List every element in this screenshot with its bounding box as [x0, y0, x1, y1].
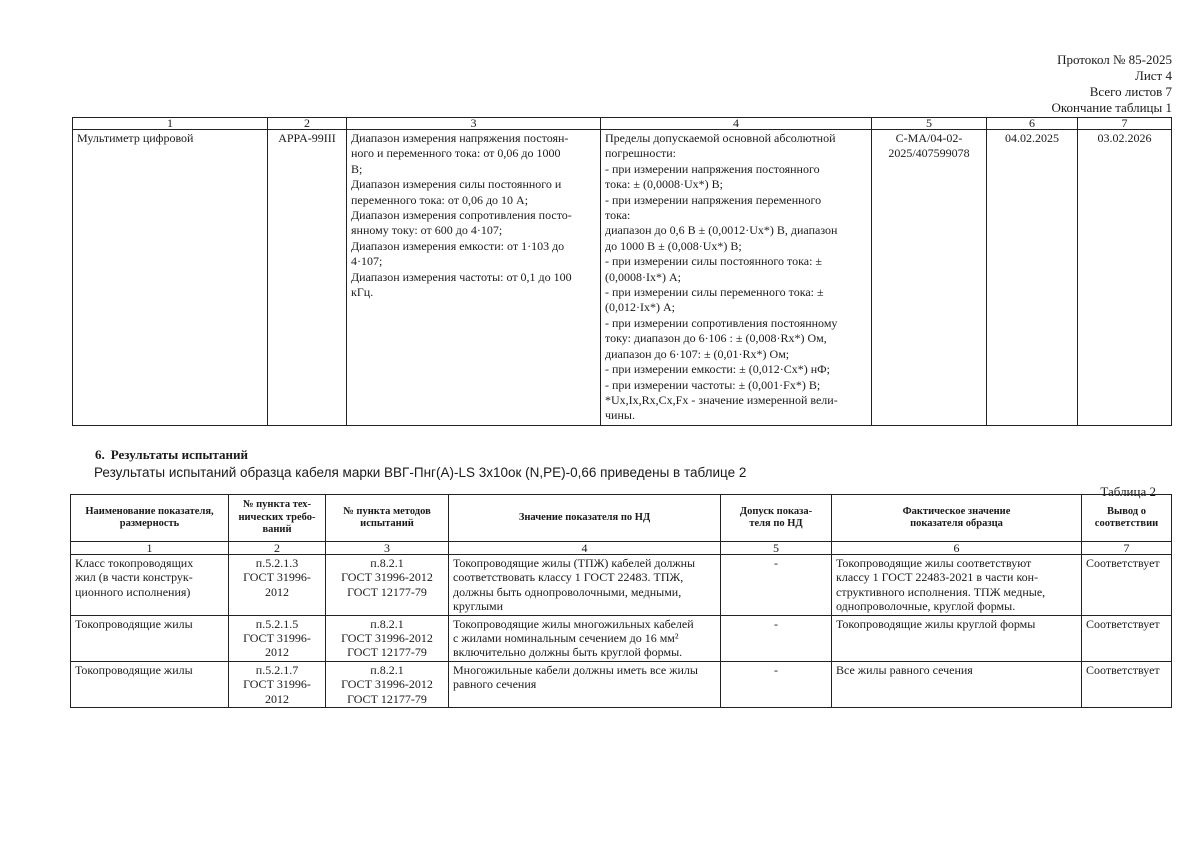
text-line: ГОСТ 31996-2012 — [341, 677, 433, 692]
results-table — [70, 494, 1172, 708]
text-line: - при измерении частоты: ± (0,001·Fx*) В; — [605, 377, 821, 392]
text-line: п.5.2.1.3 — [255, 556, 299, 570]
column-number: 1 — [71, 542, 229, 555]
text-line: включительно должны быть круглой формы. — [453, 645, 683, 660]
text-line: ГОСТ 31996- — [243, 677, 311, 692]
text-line: п.8.2.1 — [370, 616, 404, 631]
text-line: (0,012·Ix*) А; — [605, 300, 675, 315]
requirement-clause — [229, 661, 326, 707]
results-body — [71, 555, 1172, 708]
instrument-type: APPA-99III — [268, 130, 347, 426]
text-line: Диапазон измерения емкости: от 1·103 до — [351, 238, 565, 253]
column-number-row — [71, 542, 1172, 555]
method-clause — [326, 555, 449, 616]
column-number: 6 — [987, 118, 1078, 130]
text-line: Токопроводящие жилы (ТПЖ) кабелей должны — [453, 556, 696, 570]
column-number: 4 — [449, 542, 721, 555]
text-line: Вывод о — [1107, 505, 1146, 517]
indicator-name — [71, 555, 229, 616]
conclusion: Соответствует — [1082, 555, 1172, 616]
actual-value — [832, 555, 1082, 616]
text-line: испытаний — [360, 518, 414, 529]
total-sheets: Всего листов 7 — [1089, 84, 1172, 99]
text-line: Пределы допускаемой основной абсолютной — [605, 131, 836, 145]
header-row — [71, 495, 1172, 542]
text-line: с жилами номинальным сечением до 16 мм² — [453, 631, 679, 646]
text-line: Значение показателя по НД — [518, 511, 651, 523]
text-line: нических требо- — [238, 511, 316, 523]
text-line: 2012 — [265, 691, 289, 706]
header-standard-value — [449, 495, 721, 542]
text-line: должны быть однопроволочными, медными, — [453, 584, 682, 599]
text-line: - при измерении емкости: ± (0,012·Cx*) нФ; — [605, 362, 830, 377]
text-line: 4·107; — [351, 254, 383, 269]
text-line: п.5.2.1.7 — [255, 662, 299, 677]
text-line: ГОСТ 31996-2012 — [341, 570, 433, 585]
table-row — [71, 615, 1172, 661]
certificate-number — [872, 130, 987, 426]
text-line: погрешности: — [605, 146, 676, 161]
text-line: - при измерении сопротивления постоянному — [605, 315, 838, 330]
text-line: показателя образца — [910, 518, 1003, 529]
text-line: Многожильные кабели должны иметь все жилы — [453, 662, 698, 677]
text-line: п.8.2.1 — [370, 662, 404, 677]
measurement-range — [347, 130, 601, 426]
header-actual-value — [832, 495, 1082, 542]
text-line: Токопроводящие жилы — [75, 616, 193, 631]
text-line: п.5.2.1.5 — [255, 616, 299, 631]
tolerance: - — [721, 615, 832, 661]
text-line: Фактическое значение — [902, 505, 1011, 517]
column-number: 6 — [832, 542, 1082, 555]
text-line: классу 1 ГОСТ 22483-2021 в части кон- — [836, 570, 1039, 585]
text-line: Токопроводящие жилы круглой формы — [836, 616, 1036, 631]
section-title: Результаты испытаний — [110, 447, 248, 462]
text-line: Токопроводящие жилы — [75, 662, 193, 677]
column-number: 5 — [721, 542, 832, 555]
text-line: № пункта тех- — [242, 499, 312, 511]
method-clause — [326, 661, 449, 707]
section-heading — [95, 447, 254, 463]
instrument-name: Мультиметр цифровой — [73, 130, 268, 426]
text-line: тока: ± (0,0008·Ux*) В; — [605, 177, 723, 192]
text-line: В; — [351, 161, 363, 176]
column-number: 7 — [1082, 542, 1172, 555]
text-line: № пункта методов — [343, 505, 431, 517]
valid-until-date: 03.02.2026 — [1078, 130, 1172, 426]
column-number-row — [73, 118, 1172, 130]
text-line: соответствовать классу 1 ГОСТ 22483. ТПЖ, — [453, 570, 684, 585]
text-line: жил (в части конструк- — [75, 570, 193, 585]
standard-value — [449, 661, 721, 707]
text-line: - при измерении напряжения постоянного — [605, 161, 820, 176]
text-line: ГОСТ 12177-79 — [347, 584, 427, 599]
tolerance: - — [721, 661, 832, 707]
text-line: ГОСТ 31996- — [243, 631, 311, 646]
requirement-clause — [229, 615, 326, 661]
text-line: Допуск показа- — [739, 505, 813, 517]
text-line: *Ux,Ix,Rx,Cx,Fx - значение измеренной вели- — [605, 392, 838, 407]
text-line: кГц. — [351, 285, 374, 300]
text-line: ционного исполнения) — [75, 584, 191, 599]
indicator-name — [71, 615, 229, 661]
text-line: размерность — [119, 518, 180, 529]
text-line: тока: — [605, 208, 631, 223]
requirement-clause — [229, 555, 326, 616]
text-line: Наименование показателя, — [85, 505, 214, 517]
table-row — [71, 555, 1172, 616]
text-line: ваний — [262, 524, 292, 536]
actual-value — [832, 661, 1082, 707]
text-line: ГОСТ 31996-2012 — [341, 631, 433, 646]
text-line: переменного тока: от 0,06 до 10 А; — [351, 192, 529, 207]
table-caption: Таблица 2 — [1100, 484, 1156, 499]
tolerance: - — [721, 555, 832, 616]
text-line: (0,0008·Ix*) А; — [605, 269, 681, 284]
text-line: круглыми — [453, 599, 504, 614]
section-number: 6. — [95, 447, 105, 462]
table-row — [71, 661, 1172, 707]
column-number: 1 — [73, 118, 268, 130]
header-indicator — [71, 495, 229, 542]
text-line: Диапазон измерения силы постоянного и — [351, 177, 562, 192]
conclusion: Соответствует — [1082, 661, 1172, 707]
table-row — [73, 130, 1172, 426]
column-number: 3 — [326, 542, 449, 555]
table-end-note: Окончание таблицы 1 — [1051, 100, 1172, 115]
text-line: Диапазон измерения сопротивления посто- — [351, 208, 572, 223]
text-line: диапазон до 6·107: ± (0,01·Rx*) Ом; — [605, 346, 790, 361]
text-line: ГОСТ 12177-79 — [347, 691, 427, 706]
text-line: равного сечения — [453, 677, 537, 692]
document-header — [1051, 52, 1172, 116]
text-line: 2025/407599078 — [888, 146, 970, 161]
text-line: Диапазон измерения напряжения постоян- — [351, 131, 569, 145]
text-line: ГОСТ 31996- — [243, 570, 311, 585]
standard-value — [449, 615, 721, 661]
conclusion: Соответствует — [1082, 615, 1172, 661]
text-line: - при измерении силы постоянного тока: ± — [605, 254, 823, 269]
protocol-number: Протокол № 85-2025 — [1057, 52, 1172, 67]
text-line: - при измерении силы переменного тока: ± — [605, 285, 824, 300]
header-tolerance — [721, 495, 832, 542]
sheet-number: Лист 4 — [1135, 68, 1172, 83]
column-number: 7 — [1078, 118, 1172, 130]
text-line: до 1000 В ± (0,008·Ux*) В; — [605, 238, 742, 253]
accuracy-limits — [601, 130, 872, 426]
indicator-name — [71, 661, 229, 707]
text-line: чины. — [605, 408, 635, 423]
equipment-table — [72, 117, 1172, 426]
verification-date: 04.02.2025 — [987, 130, 1078, 426]
text-line: Класс токопроводящих — [75, 556, 194, 570]
column-number: 2 — [268, 118, 347, 130]
text-line: ГОСТ 12177-79 — [347, 645, 427, 660]
standard-value — [449, 555, 721, 616]
text-line: теля по НД — [749, 518, 803, 529]
text-line: однопроволочные, круглой формы. — [836, 599, 1016, 614]
header-method-clause — [326, 495, 449, 542]
text-line: п.8.2.1 — [370, 556, 404, 570]
text-line: структивного исполнения. ТПЖ медные, — [836, 584, 1046, 599]
text-line: Все жилы равного сечения — [836, 662, 973, 677]
actual-value — [832, 615, 1082, 661]
text-line: - при измерении напряжения переменного — [605, 192, 822, 207]
text-line: ного и переменного тока: от 0,06 до 1000 — [351, 146, 561, 161]
text-line: 2012 — [265, 584, 289, 599]
text-line: Диапазон измерения частоты: от 0,1 до 100 — [351, 269, 572, 284]
header-requirement-clause — [229, 495, 326, 542]
column-number: 3 — [347, 118, 601, 130]
section-intro: Результаты испытаний образца кабеля марки ВВГ-Пнг(A)-LS 3х10ок (N,PE)-0,66 приведены в таблице 2 — [94, 465, 747, 480]
text-line: Токопроводящие жилы соответствуют — [836, 556, 1032, 570]
column-number: 5 — [872, 118, 987, 130]
header-conclusion — [1082, 495, 1172, 542]
text-line: току: диапазон до 6·106 : ± (0,008·Rx*) Ом, — [605, 331, 827, 346]
column-number: 4 — [601, 118, 872, 130]
text-line: С-МА/04-02- — [895, 131, 963, 145]
text-line: соответствии — [1094, 518, 1159, 529]
text-line: Токопроводящие жилы многожильных кабелей — [453, 616, 694, 631]
text-line: 2012 — [265, 645, 289, 660]
column-number: 2 — [229, 542, 326, 555]
text-line: диапазон до 0,6 В ± (0,0012·Ux*) В, диапазон — [605, 223, 838, 238]
method-clause — [326, 615, 449, 661]
text-line: янному току: от 600 до 4·107; — [351, 223, 503, 238]
